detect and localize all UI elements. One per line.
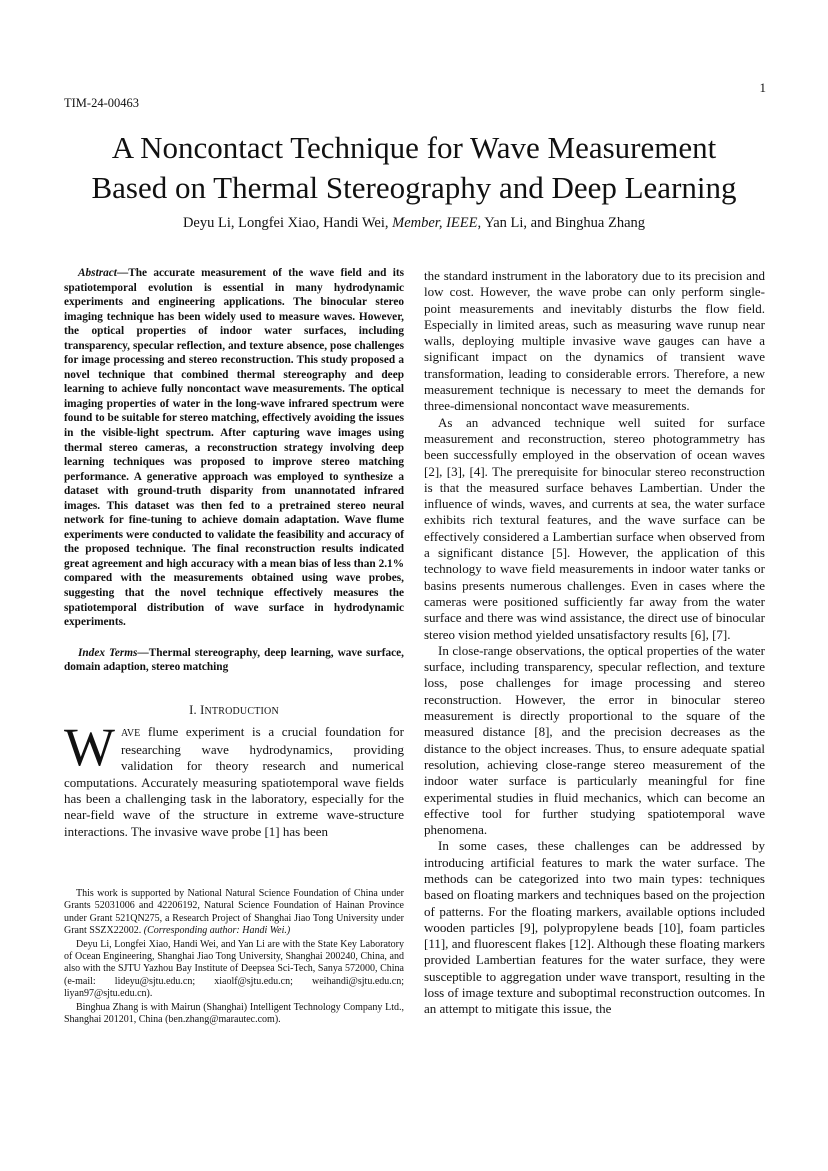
paper-title [40, 128, 788, 208]
title-line-2: Based on Thermal Stereography and Deep Learning [91, 170, 737, 205]
body-paragraph-4: In some cases, these challenges can be addressed by introducing artificial features to mark the water surface. The methods can be categorized into two main types: techniques based on floating markers and techniques based on the projection of patterns. For the floating markers, available options included wooden particles [9], polypropylene beads [10], foam particles [11], and fluorescent flakes [12]. Although these floating markers provided Lambertian features for the water surface, they were susceptible to aggregation under wave transport, resulting in the loss of image texture and suboptimal reconstruction outcomes. In an attempt to mitigate this issue, the [424, 838, 765, 1017]
footnote-affiliation: Deyu Li, Longfei Xiao, Handi Wei, and Yan Li are with the State Key Laboratory of Ocean Engineering, Shanghai Jiao Tong University, Shanghai 200240, China, and also with the SJTU Yazhou Bay Institute of Deepsea Sci-Tech, Sanya 572000, China (e-mail: lideyu@sjtu.edu.cn; xiaolf@sjtu.edu.cn; weihandi@sjtu.edu.cn; liyan97@sjtu.edu.cn). [64, 938, 404, 1000]
index-terms-text: —Thermal stereography, deep learning, wave surface, domain adaption, stereo matching [64, 646, 404, 674]
body-paragraph-2: As an advanced technique well suited for surface measurement and reconstruction, stereo photogrammetry has been successfully employed in the observation of ocean waves [2], [3], [4]. The prerequisite for binocular stereo reconstruction is that the measured surface behaves Lambertian. Under the influence of winds, waves, and currents at sea, the water surface exhibits rich textural features, and the wave surface can be effectively considered a Lambertian surface when observed from a significant distance [5]. However, the application of this technology to wave field measurements in indoor water tanks or basins presents numerous challenges. Even in cases where the cameras were positioned sufficiently far away from the water surface and there was wind assistance, the direct use of binocular stereo vision method yielded unsatisfactory results [6], [7]. [424, 414, 765, 642]
footnote-affiliation-2: Binghua Zhang is with Mairun (Shanghai) Intelligent Technology Company Ltd., Shanghai 201201, China (ben.zhang@marautec.com). [64, 1001, 404, 1026]
footnote-funding [64, 888, 404, 938]
index-terms [64, 646, 404, 675]
section-rest-caps: NTRODUCTION [204, 705, 279, 717]
section-numeral: I. [189, 702, 201, 717]
authors-part-1: Deyu Li, Longfei Xiao, Handi Wei, [182, 215, 393, 231]
right-column [424, 268, 765, 1018]
footnote [64, 888, 404, 1027]
author-list [40, 215, 788, 232]
page-number: 1 [759, 80, 766, 95]
abstract-lead: Abstract [78, 267, 117, 279]
body-paragraph-3: In close-range observations, the optical properties of the water surface, including transparency, specular reflection, and texture loss, pose challenges for image processing and stereo reconstruction. However, the error in binocular stereo measurement is directly proportional to the square of the measured distance [8], and the precision decreases as the distance to the object increases. Thus, to ensure adequate spatial resolution, achieving close-range stereo measurement of the indoor water surface is particularly meaningful for fine experimental studies in fluid mechanics, which can become an effective tool for further studying spatiotemporal wave phenomena. [424, 642, 765, 838]
footnote-funding-text: This work is supported by National Natural Science Foundation of China under Grants 52031006 and 42206192, Natural Science Foundation of Hainan Province under Grant 521QN275, a Research Project of Shanghai Jiao Tong University under Grant SSZX22002. [64, 888, 404, 937]
footnote-corresponding: (Corresponding author: Handi Wei.) [143, 925, 291, 937]
drop-cap: W [64, 716, 115, 777]
abstract-text: —The accurate measurement of the wave field and its spatiotemporal evolution is essential in many hydrodynamic experiments and engineering applications. The binocular stereo imaging technique has been widely used to measure waves. However, the optical properties of indoor water surfaces, including transparency, specular reflection, and texture absence, pose challenges for image processing and stereo reconstruction. This study proposed a novel technique that combined thermal stereography and deep learning to achieve fully noncontact wave measurements. The optical imaging properties of water in the long-wave infrared spectrum were found to be suitable for stereo matching, effectively avoiding the issues in the visible-light spectrum. After capturing wave images using thermal stereo cameras, a reconstruction strategy involving deep learning techniques was proposed to improve stereo matching performance. A generative approach was employed to synthesize a dataset with ground-truth disparity from unannotated infrared images. This dataset was then fed to a pretrained stereo neural network for fine-tuning to achieve domain adaptation. Wave flume experiments were conducted to validate the feasibility and accuracy of the proposed technique. The final reconstruction results indicated great agreement and high accuracy with a mean bias of less than 2.1% compared with the measurements obtained using wave probes, suggesting that the novel technique effectively measures the spatiotemporal distribution of wave surface in hydrodynamic experiments. [64, 267, 404, 629]
authors-part-2: , Yan Li, and Binghua Zhang [477, 215, 646, 231]
authors-membership: Member, IEEE [392, 215, 478, 231]
section-first-letter: I [200, 702, 205, 717]
index-terms-lead: Index Terms [78, 646, 138, 659]
body-paragraph-1: the standard instrument in the laboratory due to its precision and low cost. However, the wave probe can only perform single-point measurements and inevitably disturbs the flow field. Especially in limited areas, such as measuring wave runup near walls, deploying multiple invasive wave gauges can have a significant impact on the dynamics of transient wave transformation, leading to considerable errors. Therefore, a new measurement technique is necessary to meet the demands for three-dimensional noncontact wave measurements. [424, 268, 765, 414]
introduction-paragraph [64, 716, 404, 840]
intro-text: flume experiment is a crucial foundation for researching wave hydrodynamics, providing validation for theory research and numerical computations. Accurately measuring spatiotemporal wave fields has been a challenging task in the laboratory, especially for the near-field wave of the structure in extreme wave-structure interactions. The invasive wave probe [1] has been [64, 723, 404, 839]
paper-id: TIM-24-00463 [64, 96, 139, 110]
title-line-1: A Noncontact Technique for Wave Measurement [111, 130, 717, 165]
intro-smallcaps: AVE [120, 727, 141, 739]
section-heading-introduction [64, 703, 404, 718]
abstract [64, 266, 404, 630]
left-column [64, 266, 404, 840]
